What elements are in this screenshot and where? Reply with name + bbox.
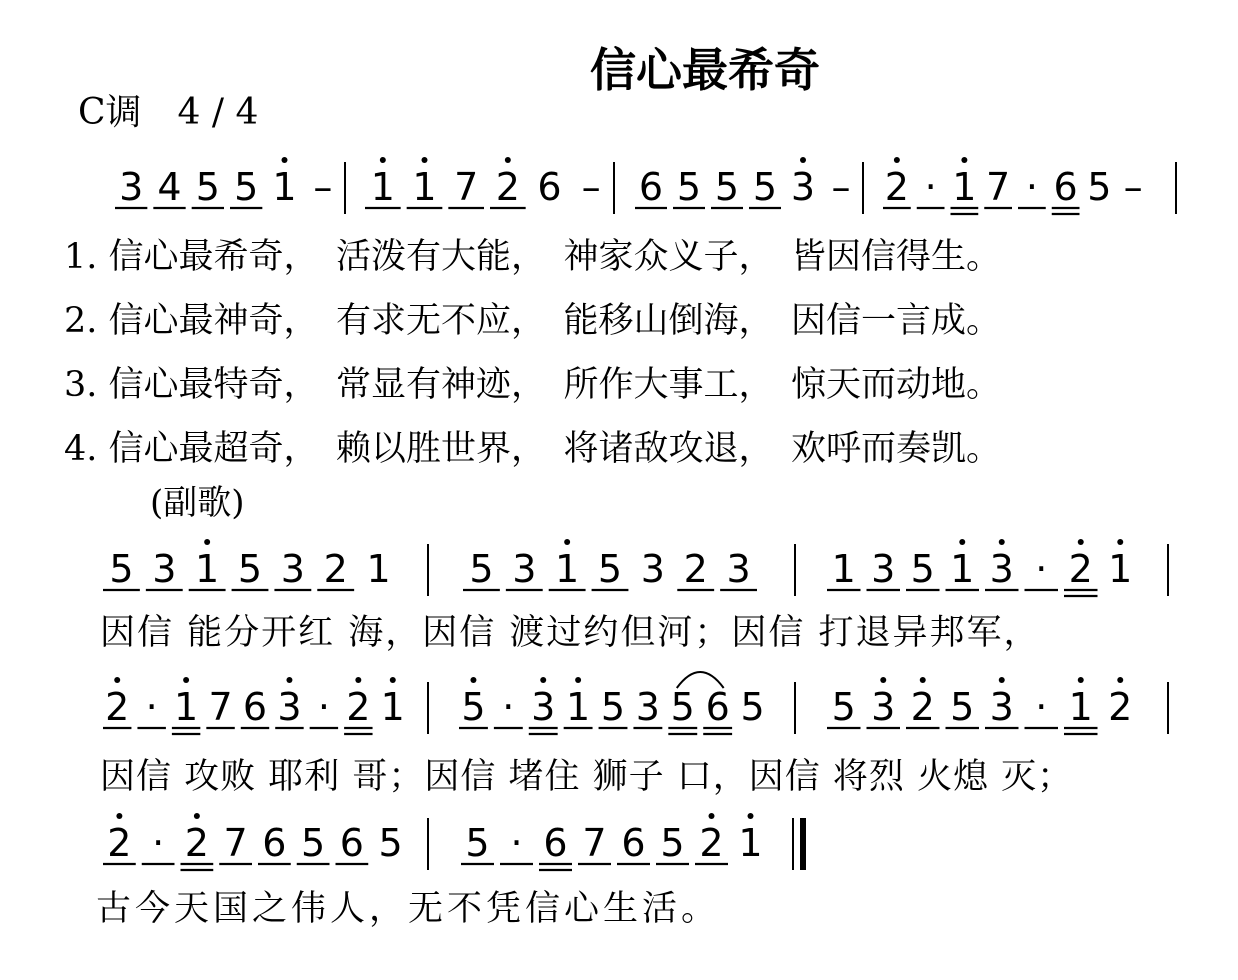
octave-dot xyxy=(390,677,396,683)
note: – xyxy=(313,165,333,209)
chorus-lyrics-line-1: 因信 能分开红 海，因信 渡过约但河；因信 打退异邦军， xyxy=(100,613,1041,653)
octave-dot xyxy=(183,677,189,683)
verse-4-lyrics: 4. 信心最超奇， 赖以胜世界， 将诸敌攻退， 欢呼而奏凯。 xyxy=(64,429,1002,469)
note: 5 xyxy=(950,685,975,729)
note: 1 xyxy=(174,685,199,729)
note: 2 xyxy=(884,165,909,209)
octave-dot xyxy=(282,157,288,163)
note: 1 xyxy=(738,821,763,865)
chorus-lyrics-line-3: 古今天国之伟人，无不凭信心生活。 xyxy=(96,889,721,929)
note: 6 xyxy=(638,165,664,209)
note: 1 xyxy=(950,547,975,591)
note: 1 xyxy=(566,685,591,729)
octave-dot xyxy=(204,539,210,545)
octave-dot xyxy=(1078,539,1084,545)
note: 5 xyxy=(910,547,935,591)
note: 2 xyxy=(1068,547,1093,591)
note: 3 xyxy=(989,685,1014,729)
note: · xyxy=(1035,547,1048,591)
note: 5 xyxy=(378,821,403,865)
note: 1 xyxy=(272,165,297,209)
note: 3 xyxy=(989,547,1014,591)
song-title: 信心最希奇 xyxy=(590,43,820,97)
note: 5 xyxy=(670,685,695,729)
octave-dot xyxy=(380,157,386,163)
octave-dot xyxy=(1117,539,1123,545)
note: 7 xyxy=(454,165,479,209)
note: 5 xyxy=(714,165,740,209)
octave-dot xyxy=(194,813,200,819)
note: 3 xyxy=(531,685,556,729)
octave-dot xyxy=(800,157,806,163)
octave-dot xyxy=(894,157,900,163)
note: 7 xyxy=(208,685,233,729)
note: 1 xyxy=(555,547,580,591)
octave-dot xyxy=(564,539,570,545)
note: · xyxy=(145,685,158,729)
octave-dot xyxy=(422,157,428,163)
octave-dot xyxy=(709,813,715,819)
note: 6 xyxy=(1053,165,1078,209)
note: 6 xyxy=(621,821,646,865)
note: 5 xyxy=(195,165,220,209)
note: 1 xyxy=(1108,547,1133,591)
note: 2 xyxy=(495,165,520,209)
chorus-lyrics-line-2: 因信 攻败 耶利 哥；因信 堵住 狮子 口，因信 将烈 火熄 灭； xyxy=(100,757,1074,797)
note: 2 xyxy=(346,685,371,729)
note: 6 xyxy=(705,685,730,729)
octave-dot xyxy=(470,677,476,683)
note: 3 xyxy=(726,547,751,591)
note: 3 xyxy=(277,685,302,729)
note: 2 xyxy=(683,547,708,591)
note: 1 xyxy=(370,165,395,209)
note: 2 xyxy=(1108,685,1133,729)
octave-dot xyxy=(999,677,1005,683)
note: 3 xyxy=(512,547,537,591)
note: 2 xyxy=(910,685,935,729)
note: 3 xyxy=(152,547,177,591)
note: 5 xyxy=(461,685,486,729)
octave-dot xyxy=(286,677,292,683)
note: · xyxy=(924,165,937,209)
note: 7 xyxy=(223,821,248,865)
verse-2-lyrics: 2. 信心最神奇， 有求无不应， 能移山倒海， 因信一言成。 xyxy=(64,301,1002,341)
note: · xyxy=(152,821,165,865)
note: 3 xyxy=(119,165,144,209)
octave-dot xyxy=(880,677,886,683)
octave-dot xyxy=(1078,677,1084,683)
note: – xyxy=(581,165,601,209)
note: 1 xyxy=(1068,685,1093,729)
octave-dot xyxy=(920,677,926,683)
note: 5 xyxy=(465,821,490,865)
note: 6 xyxy=(262,821,287,865)
note: 5 xyxy=(109,547,134,591)
key-time-signature: C调 4 / 4 xyxy=(78,92,259,133)
note: 5 xyxy=(234,165,259,209)
note: 5 xyxy=(237,547,263,591)
note: 5 xyxy=(469,547,494,591)
note: 7 xyxy=(582,821,607,865)
note: 5 xyxy=(600,685,626,729)
note: 2 xyxy=(699,821,724,865)
chorus-label: (副歌) xyxy=(150,483,245,523)
note: 2 xyxy=(105,685,130,729)
octave-dot xyxy=(116,813,122,819)
note: 6 xyxy=(537,165,562,209)
note: 3 xyxy=(871,547,896,591)
note: 3 xyxy=(790,165,816,209)
note: 6 xyxy=(543,821,568,865)
note: 5 xyxy=(831,685,856,729)
octave-dot xyxy=(505,157,511,163)
octave-dot xyxy=(1117,677,1123,683)
note: 3 xyxy=(640,547,665,591)
note: 1 xyxy=(831,547,856,591)
note: 5 xyxy=(301,821,326,865)
note: – xyxy=(831,165,851,209)
note: 5 xyxy=(676,165,702,209)
note: 6 xyxy=(339,821,364,865)
note: 1 xyxy=(366,547,391,591)
note: · xyxy=(510,821,523,865)
note: 1 xyxy=(195,547,220,591)
octave-dot xyxy=(540,677,546,683)
note: 1 xyxy=(380,685,405,729)
note: 5 xyxy=(1087,165,1112,209)
note: · xyxy=(502,685,515,729)
note: 5 xyxy=(752,165,778,209)
note: – xyxy=(1123,165,1143,209)
note: 7 xyxy=(986,165,1011,209)
octave-dot xyxy=(961,157,967,163)
note: 1 xyxy=(952,165,977,209)
note: 2 xyxy=(107,821,132,865)
note: 5 xyxy=(740,685,765,729)
octave-dot xyxy=(355,677,361,683)
note: · xyxy=(317,685,330,729)
note: 2 xyxy=(184,821,209,865)
octave-dot xyxy=(114,677,120,683)
note: 6 xyxy=(242,685,268,729)
note: 3 xyxy=(635,685,660,729)
note: 2 xyxy=(323,547,348,591)
note: 3 xyxy=(280,547,305,591)
note: · xyxy=(1025,165,1038,209)
octave-dot xyxy=(748,813,754,819)
note: 4 xyxy=(157,165,182,209)
verse-1-lyrics: 1. 信心最希奇， 活泼有大能， 神家众义子， 皆因信得生。 xyxy=(64,237,1002,277)
note: 5 xyxy=(660,821,685,865)
note: 5 xyxy=(597,547,623,591)
verse-3-lyrics: 3. 信心最特奇， 常显有神迹， 所作大事工， 惊天而动地。 xyxy=(64,365,1002,405)
octave-dot xyxy=(575,677,581,683)
octave-dot xyxy=(959,539,965,545)
note: · xyxy=(1035,685,1048,729)
octave-dot xyxy=(999,539,1005,545)
note: 3 xyxy=(871,685,896,729)
note: 1 xyxy=(412,165,437,209)
